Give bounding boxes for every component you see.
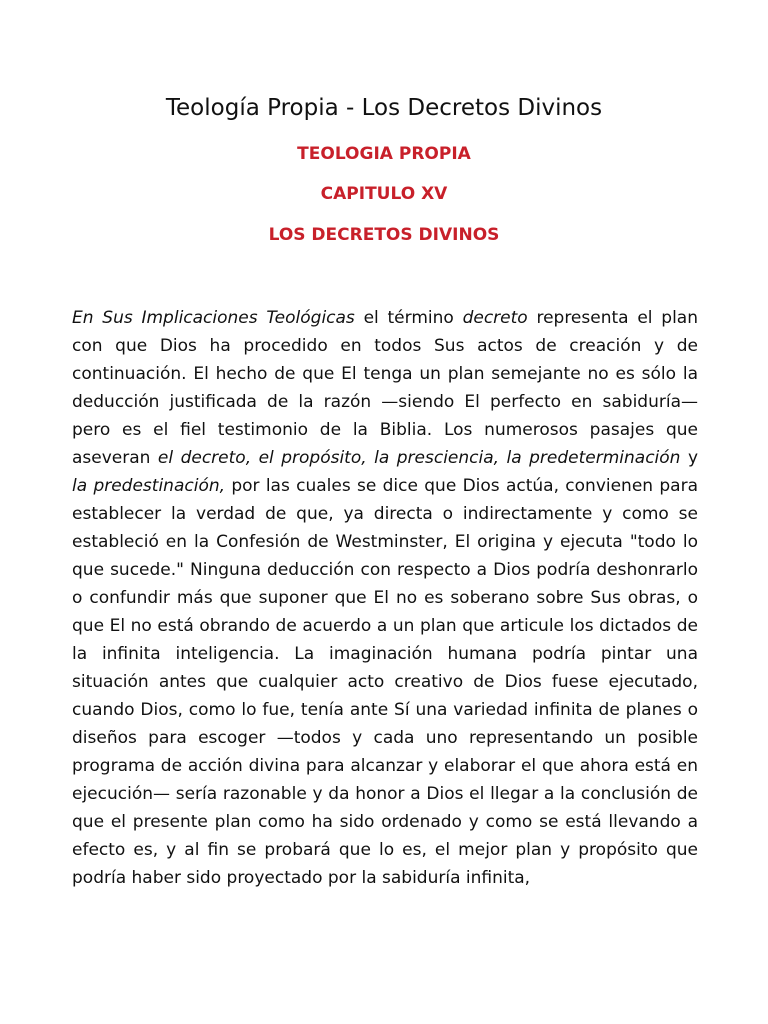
heading-decretos-divinos: LOS DECRETOS DIVINOS [268, 225, 500, 245]
text-segment: y [680, 448, 699, 468]
italic-phrase: decreto [462, 308, 528, 328]
text-segment: por las cuales se dice que Dios actúa, convienen para establecer la verdad de que, ya directa o indirectamente y como se estableció en la Confesión de Westminster, El origina y ejecuta "todo lo que sucede." Ninguna deducción con respecto a Dios podría deshonrarlo o confundir más que suponer que El no es soberano sobre Sus obras, o que El no está obrando de acuerdo a un plan que articule los dictados de la infinita inteligencia. La imaginación humana podría pintar una situación antes que cualquier acto creativo de Dios fuese ejecutado, cuando Dios, como lo fue, tenía ante Sí una variedad infinita de planes o diseños para escoger —todos y cada uno representando un posible programa de acción divina para alcanzar y elaborar el que ahora está en ejecución— sería razonable y da honor a Dios el llegar a la conclusión de que el presente plan como ha sido ordenado y como se está llevando a efecto es, y al fin se probará que lo es, el mejor plan y propósito que podría haber sido proyectado por la sabiduría infinita, [72, 476, 698, 888]
heading-capitulo: CAPITULO XV [320, 184, 448, 204]
italic-phrase: el decreto, el propósito, la presciencia, la predeterminación [157, 448, 681, 468]
italic-phrase: En Sus Implicaciones Teológicas [72, 308, 355, 328]
document-title: Teología Propia - Los Decretos Divinos [165, 95, 603, 121]
heading-teologia-propia: TEOLOGIA PROPIA [297, 144, 471, 164]
text-segment: el término [354, 308, 463, 328]
italic-phrase: la predestinación, [72, 476, 226, 496]
body-paragraph [72, 304, 698, 892]
text-segment: representa el plan con que Dios ha procedido en todos Sus actos de creación y de continuación. El hecho de que El tenga un plan semejante no es sólo la deducción justificada de la razón —siendo El perfecto en sabiduría— pero es el fiel testimonio de la Biblia. Los numerosos pasajes que aseveran [72, 308, 698, 468]
